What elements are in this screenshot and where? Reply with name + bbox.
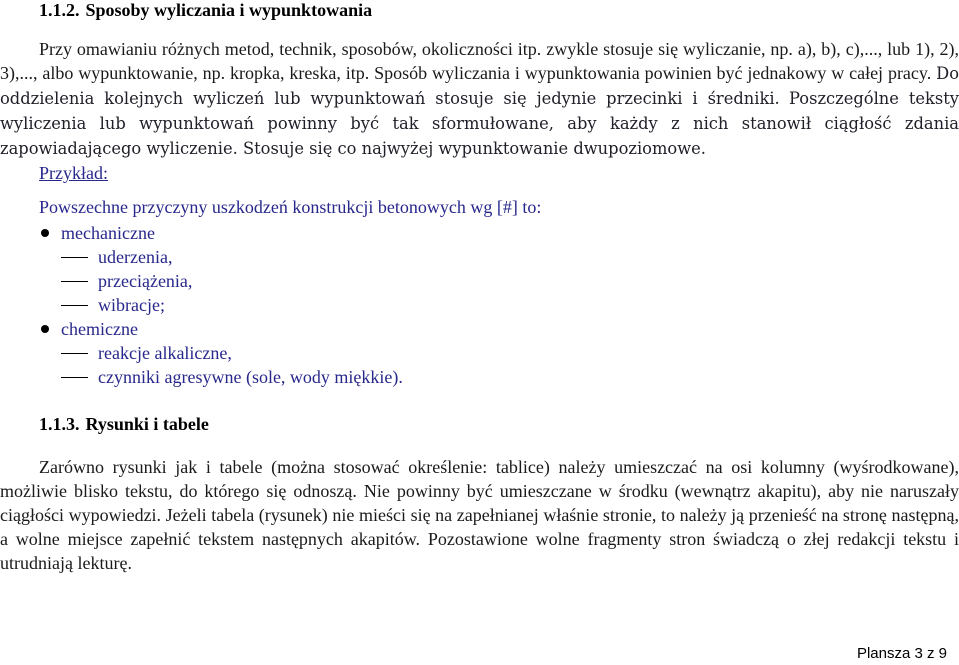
list-item-text: przeciążenia, (98, 271, 193, 291)
section-number: 1.1.3. (39, 414, 80, 434)
dash-marker-icon (61, 257, 88, 258)
paragraph-text-tail: Poszczególne teksty wyliczenia lub wypunktowań powinny być tak sformułowane, aby każdy z nich stanowił ciągłość zdania zapowiadającego wyliczenie. Stosuje się co najwyżej wypunktowanie dwupoziomowe. (0, 89, 959, 158)
list-item-text: reakcje alkaliczne, (98, 343, 232, 363)
list-item-text: uderzenia, (98, 247, 173, 267)
paragraph-enumeration-rules (0, 37, 959, 161)
paragraph-text-serif: Przy omawianiu różnych metod, technik, sposobów, okoliczności itp. zwykle stosuje się wyliczanie, np. a), b), c),..., lub 1), 2), 3),..., albo wypunktowanie, np. kropka, kreska, itp. Sposób wyliczania i wypunktowania powinien być jednakowy w całej pracy. (0, 39, 959, 83)
list-item-text: czynniki agresywne (sole, wody miękkie). (98, 367, 403, 387)
section-number: 1.1.2. (39, 0, 80, 20)
section-heading-1-1-3 (39, 414, 209, 435)
example-label: Przykład: (39, 163, 108, 183)
bullet-marker-icon (41, 229, 49, 237)
section-title: Rysunki i tabele (85, 414, 209, 434)
dash-marker-icon (61, 305, 88, 306)
dash-marker-icon (61, 281, 88, 282)
dash-marker-icon (61, 377, 88, 378)
bullet-marker-icon (41, 325, 49, 333)
example-intro: Powszechne przyczyny uszkodzeń konstrukcji betonowych wg [#] to: (39, 197, 542, 217)
paragraph-text-sans: Do oddzielenia kolejnych wyliczeń lub wypunktowań stosuje się jedynie przecinki i średniki. (0, 64, 959, 108)
page-counter: Plansza 3 z 9 (856, 645, 947, 662)
paragraph-figures-tables: Zarówno rysunki jak i tabele (można stosować określenie: tablice) należy umieszczać na osi kolumny (wyśrodkowane), możliwie blisko tekstu, do którego się odnoszą. Nie powinny być umieszczane w środku (wewnątrz akapitu), aby nie naruszały ciągłości wypowiedzi. Jeżeli tabela (rysunek) nie mieści się na zapełnianej właśnie stronie, to należy ją przenieść na stronę następną, a wolne miejsce zapełnić tekstem następnych akapitów. Pozostawione wolne fragmenty stron świadczą o złej redakcji tekstu i utrudniają lekturę. (0, 457, 959, 573)
dash-marker-icon (61, 353, 88, 354)
list-item-text: wibracje; (98, 295, 165, 315)
list-item-text: mechaniczne (61, 223, 155, 243)
list-item-text: chemiczne (61, 319, 138, 339)
section-heading-1-1-2 (39, 0, 372, 21)
section-title: Sposoby wyliczania i wypunktowania (85, 0, 373, 20)
